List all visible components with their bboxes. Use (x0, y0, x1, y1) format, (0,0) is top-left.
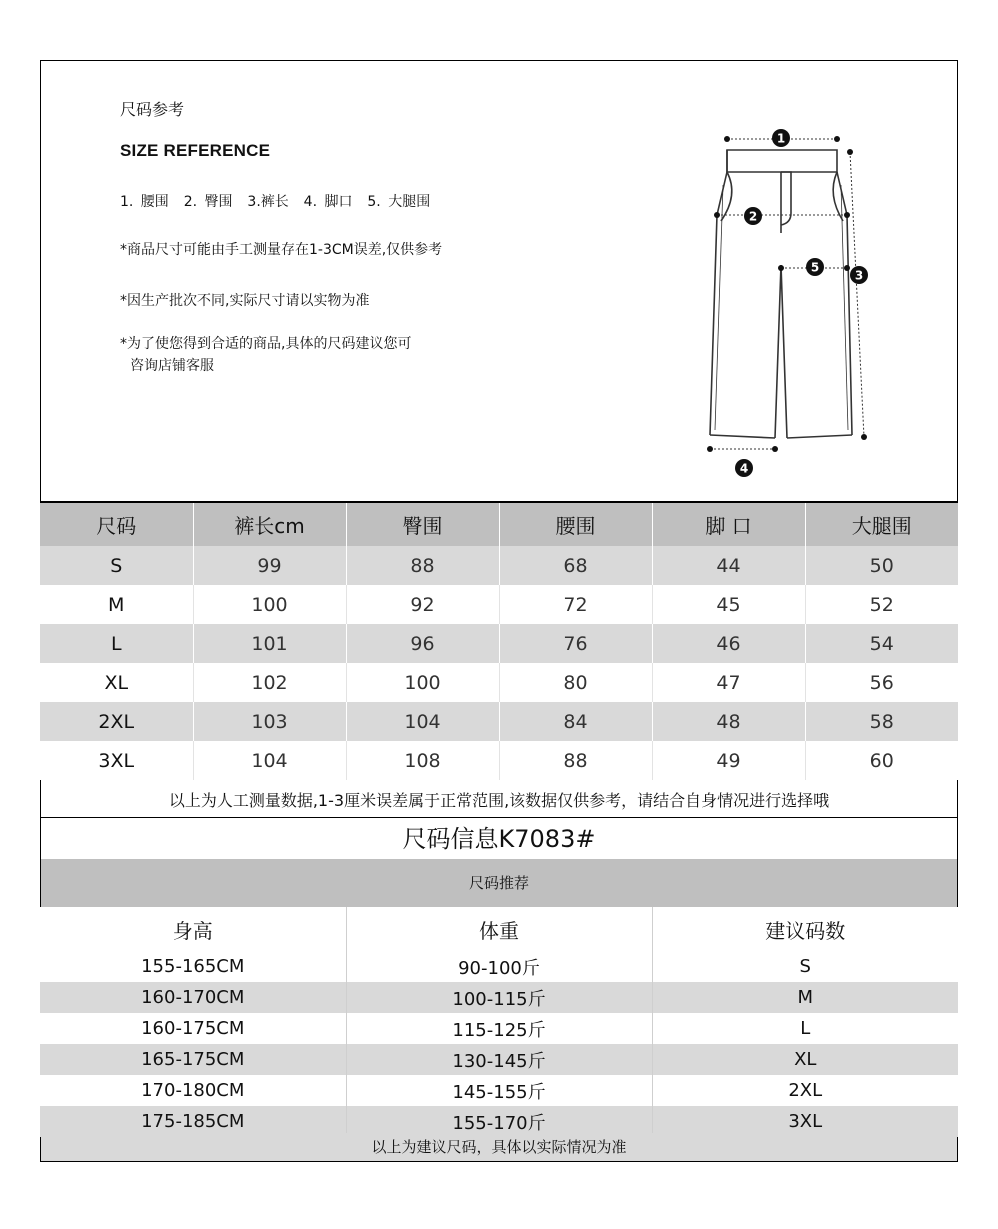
cell: 92 (346, 585, 499, 624)
cell: 99 (193, 546, 346, 585)
cell: 104 (346, 702, 499, 741)
cell: 115-125斤 (346, 1013, 652, 1044)
measurement-header-row (40, 502, 958, 546)
cell: 52 (805, 585, 958, 624)
cell: 160-175CM (40, 1013, 346, 1044)
header-suggested-size: 建议码数 (652, 907, 958, 951)
cell: 47 (652, 663, 805, 702)
recommendation-table (40, 907, 958, 1137)
svg-text:3: 3 (854, 268, 864, 283)
cell: 101 (193, 624, 346, 663)
reference-title: 尺码参考 (120, 100, 185, 119)
size-reference-section (41, 61, 957, 501)
cell-size: L (40, 624, 193, 663)
table-row (40, 982, 958, 1013)
cell: 165-175CM (40, 1044, 346, 1075)
cell: M (652, 982, 958, 1013)
table-row (40, 663, 958, 702)
cell: 80 (499, 663, 652, 702)
svg-text:2: 2 (748, 209, 758, 224)
header-length: 裤长cm (193, 502, 346, 546)
marker-4-icon (735, 459, 753, 477)
note-service-line1: *为了使您得到合适的商品,具体的尺码建议您可 (120, 336, 412, 352)
header-height: 身高 (40, 907, 346, 951)
pants-diagram (647, 125, 864, 495)
svg-text:4: 4 (739, 461, 749, 476)
product-title: 尺码信息K7083# (40, 817, 958, 861)
cell: 84 (499, 702, 652, 741)
marker-3-icon (850, 266, 868, 284)
table-row (40, 585, 958, 624)
header-hem: 脚 口 (652, 502, 805, 546)
measurement-note: 以上为人工测量数据,1-3厘米误差属于正常范围,该数据仅供参考，请结合自身情况进行选择哦 (168, 791, 830, 810)
cell: 44 (652, 546, 805, 585)
cell: 46 (652, 624, 805, 663)
cell: 155-170斤 (346, 1106, 652, 1137)
cell: 58 (805, 702, 958, 741)
cell: 160-170CM (40, 982, 346, 1013)
cell: 90-100斤 (346, 951, 652, 982)
svg-text:1: 1 (776, 131, 786, 146)
cell: S (652, 951, 958, 982)
cell: 130-145斤 (346, 1044, 652, 1075)
cell: 76 (499, 624, 652, 663)
cell: 100-115斤 (346, 982, 652, 1013)
cell: 100 (193, 585, 346, 624)
cell: 2XL (652, 1075, 958, 1106)
size-chart-card (40, 60, 958, 1162)
marker-1-icon (772, 129, 790, 147)
cell: 96 (346, 624, 499, 663)
cell: 56 (805, 663, 958, 702)
cell: 155-165CM (40, 951, 346, 982)
svg-text:5: 5 (810, 260, 820, 275)
marker-2-icon (744, 207, 762, 225)
recommendation-caption: 尺码推荐 (41, 859, 957, 907)
cell-size: S (40, 546, 193, 585)
note-batch: *因生产批次不同,实际尺寸请以实物为准 (120, 293, 370, 309)
cell: 175-185CM (40, 1106, 346, 1137)
cell: 68 (499, 546, 652, 585)
cell: 54 (805, 624, 958, 663)
reference-title-en: SIZE REFERENCE (120, 141, 271, 160)
note-error: *商品尺寸可能由手工测量存在1-3CM误差,仅供参考 (120, 242, 443, 258)
cell: 60 (805, 741, 958, 780)
cell: 108 (346, 741, 499, 780)
header-weight: 体重 (346, 907, 652, 951)
header-thigh: 大腿围 (805, 502, 958, 546)
cell: 102 (193, 663, 346, 702)
table-row (40, 1075, 958, 1106)
recommendation-header-row (40, 907, 958, 951)
cell: 170-180CM (40, 1075, 346, 1106)
cell: XL (652, 1044, 958, 1075)
cell: L (652, 1013, 958, 1044)
cell: 3XL (652, 1106, 958, 1137)
table-row (40, 702, 958, 741)
cell: 45 (652, 585, 805, 624)
cell-size: XL (40, 663, 193, 702)
table-row (40, 624, 958, 663)
cell: 103 (193, 702, 346, 741)
cell: 88 (346, 546, 499, 585)
cell-size: 2XL (40, 702, 193, 741)
cell: 104 (193, 741, 346, 780)
marker-5-icon (806, 258, 824, 276)
cell: 100 (346, 663, 499, 702)
cell: 50 (805, 546, 958, 585)
cell: 145-155斤 (346, 1075, 652, 1106)
measurement-list: 1. 腰围 2. 臀围 3.裤长 4. 脚口 5. 大腿围 (120, 194, 431, 210)
cell-size: 3XL (40, 741, 193, 780)
header-waist: 腰围 (499, 502, 652, 546)
cell: 48 (652, 702, 805, 741)
header-size: 尺码 (40, 502, 193, 546)
table-row (40, 1044, 958, 1075)
table-row (40, 741, 958, 780)
header-hip: 臀围 (346, 502, 499, 546)
table-row (40, 951, 958, 982)
cell: 72 (499, 585, 652, 624)
measurement-table (40, 501, 958, 780)
note-service-line2: 咨询店铺客服 (130, 358, 214, 374)
table-row (40, 1013, 958, 1044)
recommendation-note: 以上为建议尺码，具体以实际情况为准 (41, 1133, 957, 1161)
table-row (40, 546, 958, 585)
cell: 88 (499, 741, 652, 780)
note-service (120, 333, 540, 377)
cell: 49 (652, 741, 805, 780)
cell-size: M (40, 585, 193, 624)
